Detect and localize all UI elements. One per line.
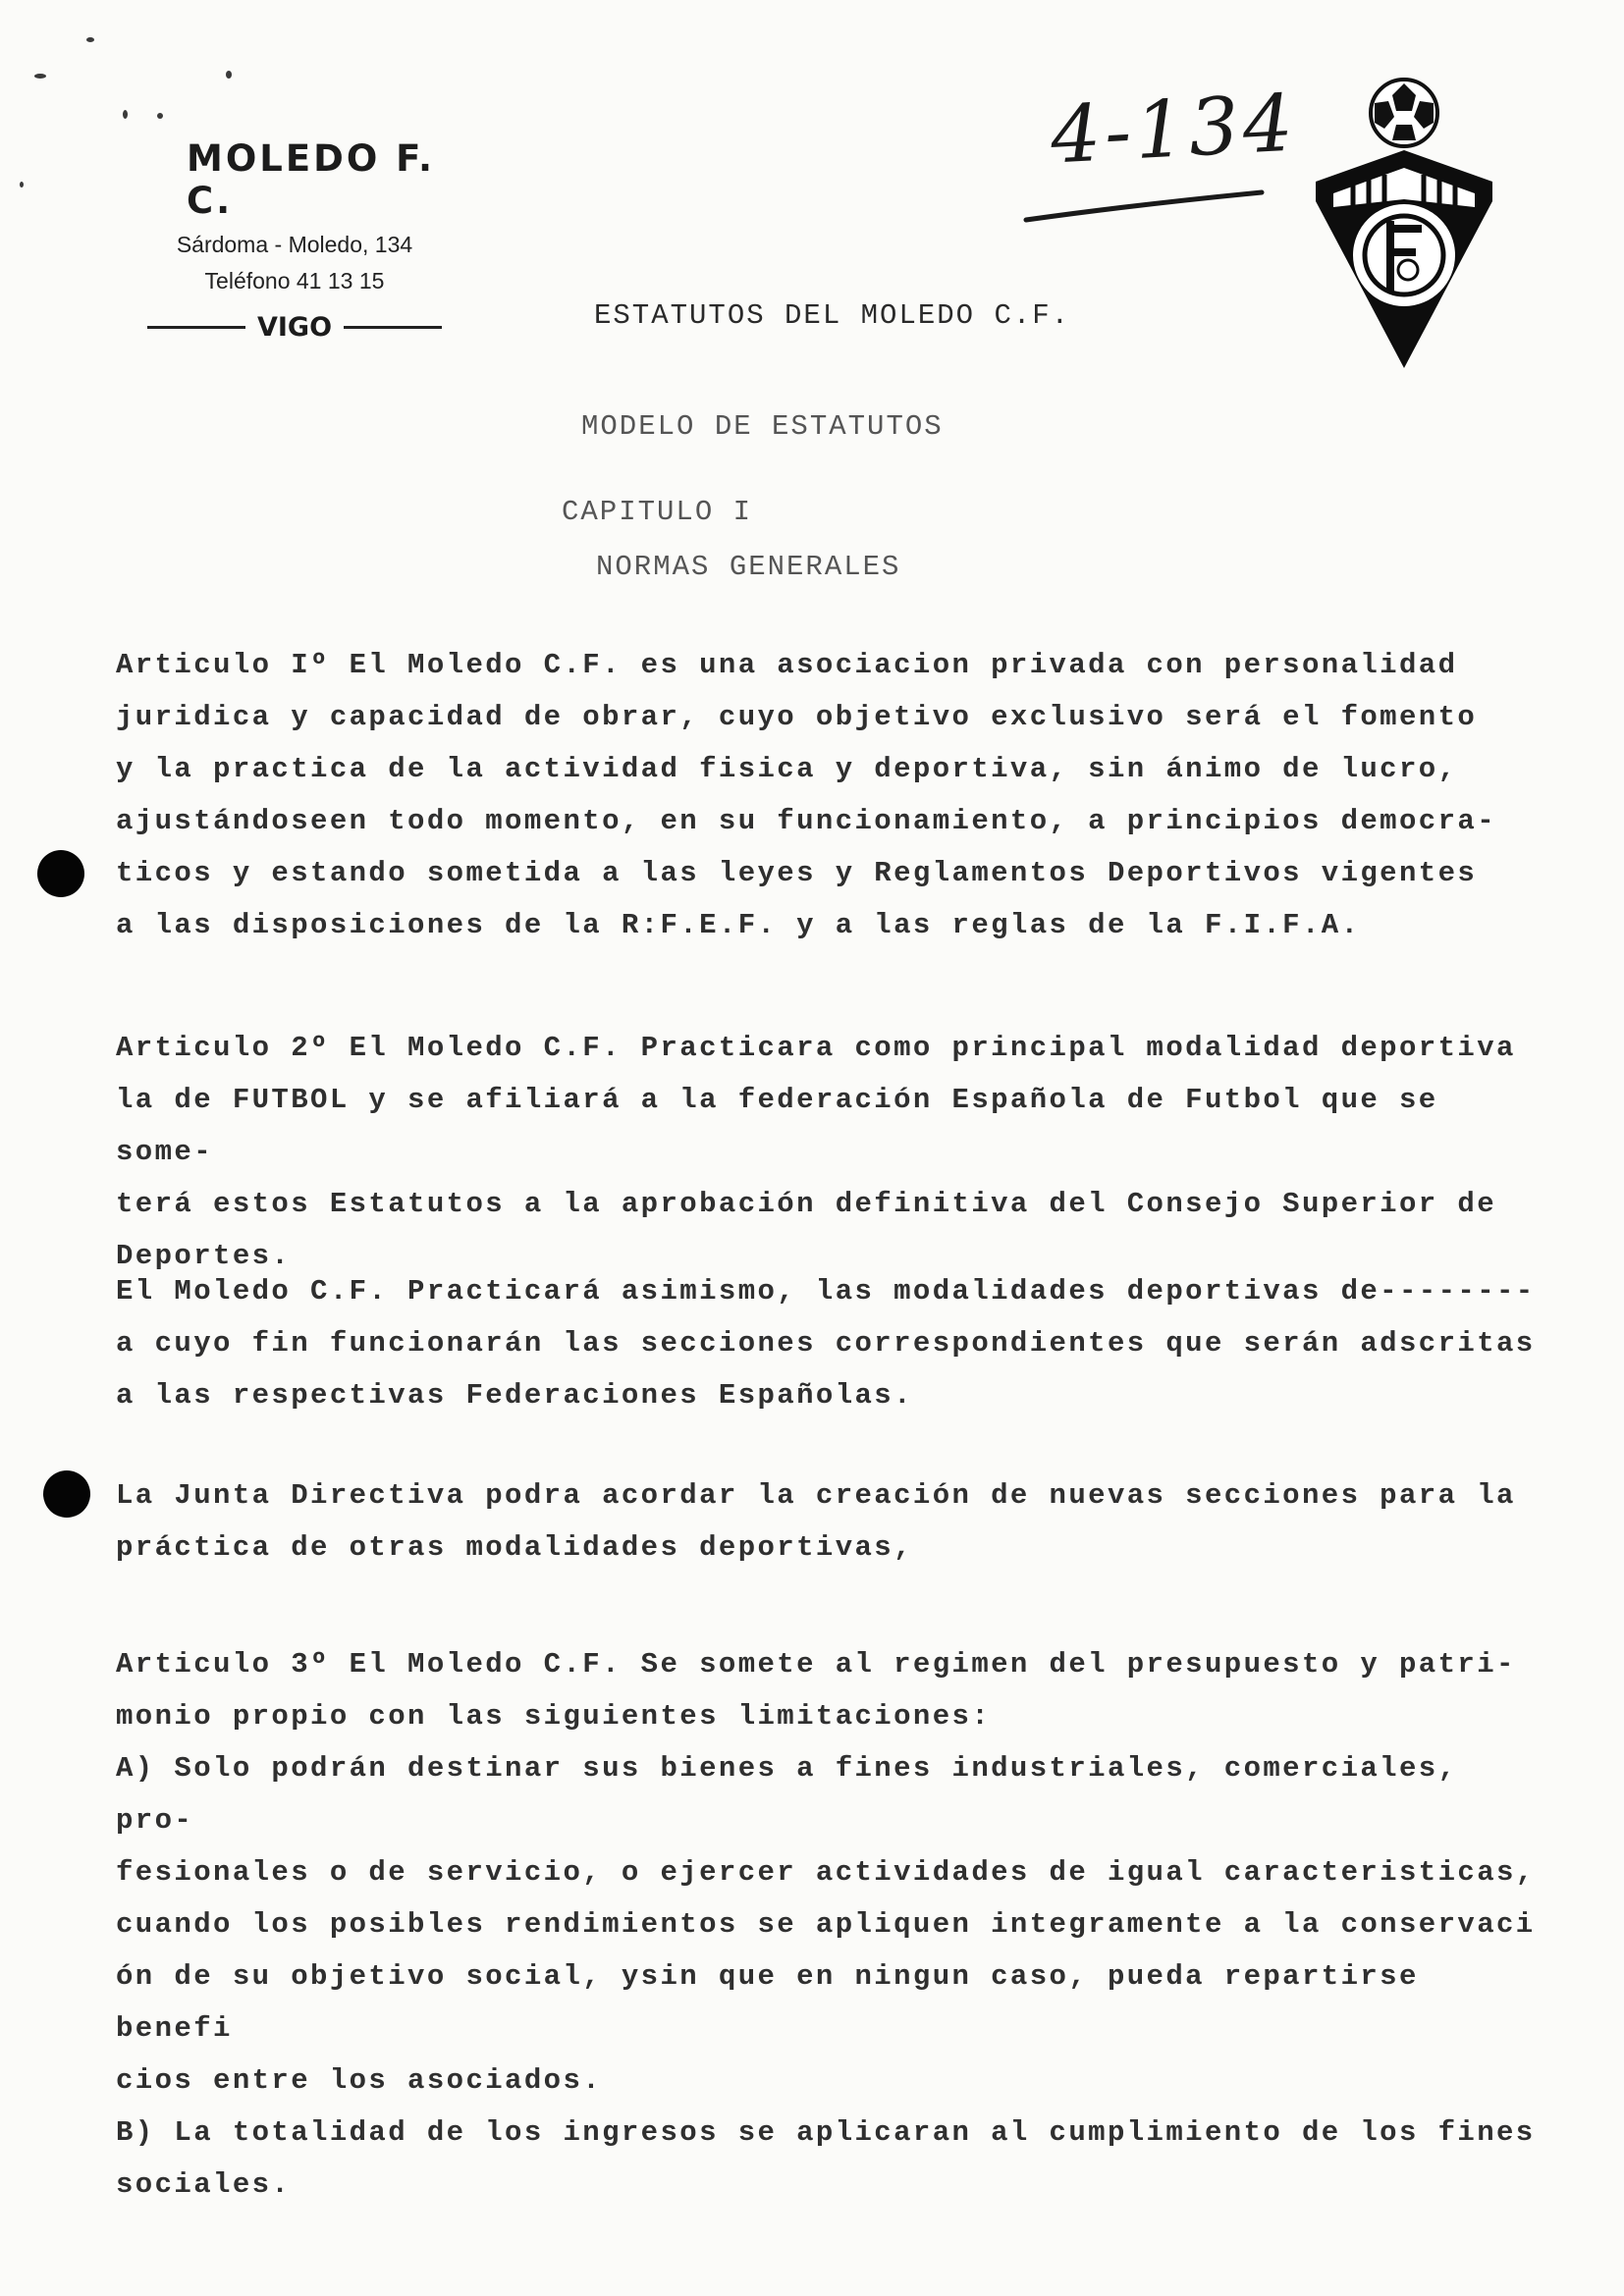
club-crest-icon [1306, 74, 1502, 373]
club-city: VIGO [256, 312, 333, 343]
punch-hole-icon [43, 1470, 90, 1518]
club-phone: Teléfono 41 13 15 [204, 268, 385, 294]
handwritten-underline [1021, 187, 1267, 226]
article-2: Articulo 2º El Moledo C.F. Practicara como principal modalidad deportiva la de FUTBOL y se afiliará a la federación Española de Futbol que se some- terá estos Estatutos a la aprobación definitiva del Consejo Superior de Deportes. [116, 1032, 1516, 1272]
article-2-paragraph-3: La Junta Directiva podra acordar la creación de nuevas secciones para la práctica de otras modalidades deportivas, [116, 1479, 1516, 1564]
chapter-subtitle: NORMAS GENERALES [596, 551, 901, 583]
article-1: Articulo Iº El Moledo C.F. es una asociacion privada con personalidad juridica y capacidad de obrar, cuyo objetivo exclusivo será el fomento y la practica de la actividad fisica y deportiva, sin ánimo de lucro, ajustándoseen todo momento, en su funcionamiento, a principios democra- ticos y estando sometida a las leyes y Reglamentos Deportivos vigentes a las disposiciones de la R:F.E.F. y a las reglas de la F.I.F.A. [116, 649, 1497, 941]
punch-hole-icon [37, 850, 84, 897]
model-title: MODELO DE ESTATUTOS [581, 410, 944, 443]
city-rule-left [147, 326, 245, 329]
letterhead-block [98, 137, 491, 343]
ink-speck [86, 37, 94, 42]
article-2-paragraph-2: El Moledo C.F. Practicará asimismo, las modalidades deportivas de-------- a cuyo fin funcionarán las secciones correspondientes que serán adscritas a las respectivas Federaciones Españolas. [116, 1275, 1536, 1412]
ink-speck [20, 182, 24, 187]
ink-speck [157, 113, 163, 119]
club-address: Sárdoma - Moledo, 134 [176, 232, 413, 257]
ink-speck [123, 110, 128, 119]
article-3: Articulo 3º El Moledo C.F. Se somete al regimen del presupuesto y patri- monio propio con las siguientes limitaciones: A) Solo podrán destinar sus bienes a fines industriales, comerciales, pro- fesionales o de servicio, o ejercer actividades de igual caracteristicas, cuando los posibles rendimientos se apliquen integramente a la conservaci ón de su objetivo social, ysin que en ningun caso, pueda repartirse benefi cios entre los asociados. B) La totalidad de los ingresos se aplicaran al cumplimiento de los fines sociales. [116, 1648, 1536, 2201]
club-name: MOLEDO F. C. [187, 137, 436, 222]
chapter-heading: CAPITULO I [562, 496, 753, 528]
city-row [98, 312, 491, 343]
ink-speck [226, 71, 232, 79]
handwritten-reference: 4-134 [1048, 77, 1299, 182]
ink-speck [34, 74, 46, 79]
city-rule-right [344, 326, 442, 329]
document-title: ESTATUTOS DEL MOLEDO C.F. [594, 299, 1071, 332]
